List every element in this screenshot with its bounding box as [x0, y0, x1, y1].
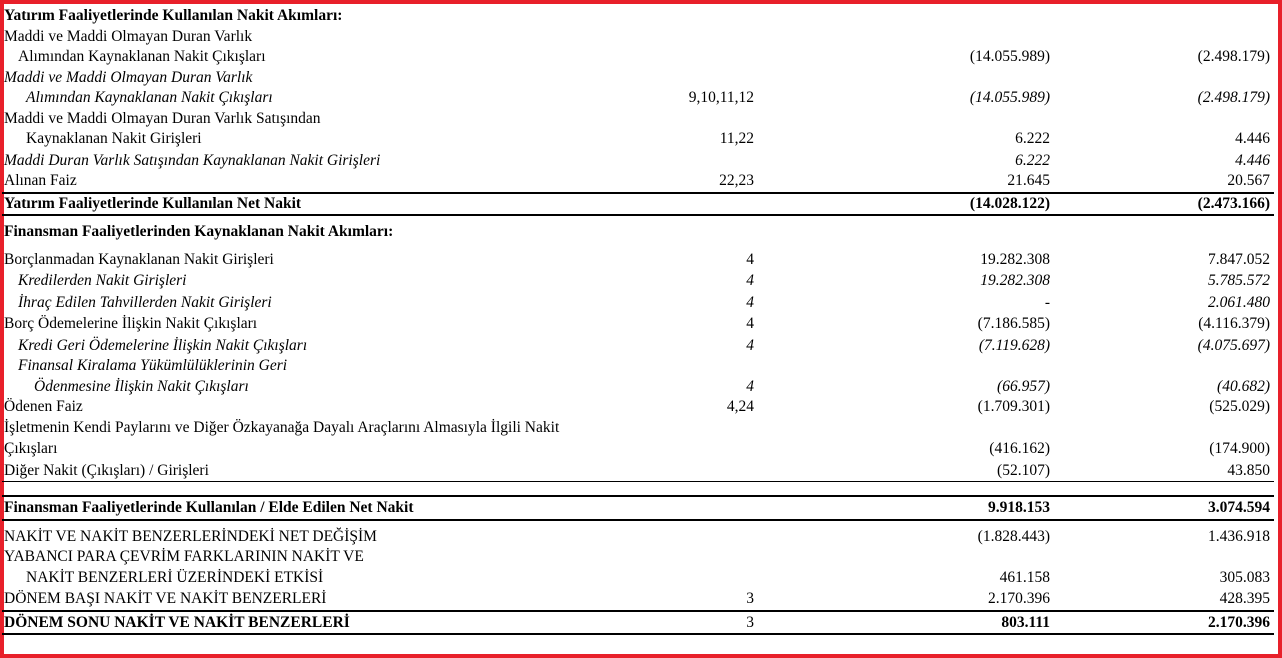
prior-period-value: (2.498.179)	[1197, 89, 1270, 106]
prior-period-value: (174.900)	[1209, 440, 1270, 457]
table-row	[2, 171, 1274, 194]
prior-period-value: 4.446	[1235, 151, 1270, 169]
financing-header-row	[2, 222, 1274, 243]
prior-period-value: 428.395	[1219, 590, 1270, 607]
prior-period-value: 4.446	[1235, 130, 1270, 147]
row-label: Çıkışları	[4, 440, 58, 457]
prior-period-value: 20.567	[1227, 172, 1270, 189]
note-ref: 4	[746, 293, 754, 311]
current-period-value: (14.028.122)	[969, 194, 1050, 212]
investing-header-row	[2, 6, 1274, 27]
current-period-value: (52.107)	[997, 461, 1050, 479]
note-ref: 4	[746, 315, 754, 332]
note-ref: 4	[746, 377, 754, 395]
current-period-value: 2.170.396	[988, 590, 1050, 607]
note-ref: 4	[746, 250, 754, 268]
current-period-value: (7.186.585)	[977, 315, 1050, 332]
table-row	[2, 109, 1274, 130]
table-row	[2, 377, 1274, 398]
table-row	[2, 270, 1274, 292]
note-ref: 3	[746, 613, 754, 631]
row-label: İhraç Edilen Tahvillerden Nakit Girişleri	[18, 293, 272, 311]
row-label: Borç Ödemelerine İlişkin Nakit Çıkışları	[4, 315, 258, 332]
total-label: Yatırım Faaliyetlerinde Kullanılan Net Nakit	[4, 194, 302, 212]
table-row	[2, 150, 1274, 172]
prior-period-value: 2.170.396	[1208, 613, 1270, 631]
prior-period-value: (4.116.379)	[1198, 315, 1270, 332]
note-ref: 11,22	[719, 130, 754, 147]
row-label: Kaynaklanan Nakit Girişleri	[26, 130, 202, 147]
row-label: NAKİT VE NAKİT BENZERLERİNDEKİ NET DEĞİŞİM	[4, 527, 377, 545]
row-label: Maddi ve Maddi Olmayan Duran Varlık Satışından	[4, 109, 321, 127]
prior-period-value: (525.029)	[1209, 398, 1270, 415]
table-row	[2, 397, 1274, 418]
row-label: Finansal Kiralama Yükümlülüklerinin Geri	[18, 357, 288, 374]
prior-period-value: (40.682)	[1217, 377, 1270, 395]
table-row	[2, 527, 1274, 548]
investing-total-row	[2, 194, 1274, 217]
table-row	[2, 292, 1274, 314]
current-period-value: 461.158	[999, 568, 1050, 586]
table-row	[2, 438, 1274, 460]
row-label: Diğer Nakit (Çıkışları) / Girişleri	[4, 461, 209, 479]
financing-total-row	[2, 495, 1274, 521]
table-row	[2, 547, 1274, 568]
row-label: YABANCI PARA ÇEVRİM FARKLARININ NAKİT VE	[4, 548, 364, 565]
row-label: Maddi ve Maddi Olmayan Duran Varlık	[4, 27, 253, 45]
investing-header: Yatırım Faaliyetlerinde Kullanılan Nakit Akımları:	[4, 7, 343, 24]
table-row	[2, 588, 1274, 610]
prior-period-value: 1.436.918	[1208, 527, 1270, 545]
closing-balance-row	[2, 610, 1274, 636]
prior-period-value: 7.847.052	[1208, 250, 1270, 268]
current-period-value: -	[1044, 293, 1050, 311]
current-period-value: 21.645	[1007, 172, 1050, 189]
row-label: Alımından Kaynaklanan Nakit Çıkışları	[18, 48, 266, 65]
row-label: Maddi Duran Varlık Satışından Kaynaklanan Nakit Girişleri	[4, 151, 381, 169]
prior-period-value: 5.785.572	[1208, 272, 1270, 289]
row-label: Maddi ve Maddi Olmayan Duran Varlık	[4, 68, 253, 86]
current-period-value: (7.119.628)	[978, 336, 1050, 354]
prior-period-value: (2.498.179)	[1197, 48, 1270, 65]
prior-period-value: 43.850	[1227, 461, 1270, 479]
row-label: Kredilerden Nakit Girişleri	[18, 272, 187, 289]
row-label: Alınan Faiz	[4, 172, 77, 189]
prior-period-value: 305.083	[1219, 568, 1270, 586]
total-label: Finansman Faaliyetlerinde Kullanılan / Elde Edilen Net Nakit	[4, 499, 414, 516]
note-ref: 3	[746, 590, 754, 607]
current-period-value: 6.222	[1015, 130, 1050, 147]
current-period-value: (66.957)	[997, 377, 1050, 395]
current-period-value: (1.828.443)	[977, 527, 1050, 545]
financing-header: Finansman Faaliyetlerinden Kaynaklanan Nakit Akımları:	[4, 223, 394, 240]
row-label: NAKİT BENZERLERİ ÜZERİNDEKİ ETKİSİ	[26, 568, 324, 586]
current-period-value: (416.162)	[989, 440, 1050, 457]
current-period-value: 19.282.308	[980, 250, 1050, 268]
table-row	[2, 460, 1274, 483]
current-period-value: (14.055.989)	[969, 48, 1050, 65]
current-period-value: (14.055.989)	[969, 89, 1050, 106]
note-ref: 4	[746, 272, 754, 289]
row-label: Alımından Kaynaklanan Nakit Çıkışları	[26, 89, 273, 106]
current-period-value: 19.282.308	[980, 272, 1050, 289]
cash-flow-statement	[2, 6, 1274, 635]
current-period-value: 9.918.153	[988, 499, 1050, 516]
row-label: Ödenen Faiz	[4, 398, 83, 415]
prior-period-value: (2.473.166)	[1197, 194, 1270, 212]
note-ref: 4	[746, 336, 754, 354]
note-ref: 22,23	[719, 172, 754, 189]
prior-period-value: (4.075.697)	[1197, 336, 1270, 354]
table-row	[2, 356, 1274, 377]
table-row	[2, 88, 1274, 109]
prior-period-value: 2.061.480	[1208, 293, 1270, 311]
row-label: İşletmenin Kendi Paylarını ve Diğer Özkayanağa Dayalı Araçlarını Almasıyla İlgili Nakit	[4, 418, 560, 436]
table-row	[2, 313, 1274, 335]
row-label: Kredi Geri Ödemelerine İlişkin Nakit Çıkışları	[18, 336, 308, 354]
current-period-value: 803.111	[1001, 613, 1050, 631]
total-label: DÖNEM SONU NAKİT VE NAKİT BENZERLERİ	[4, 613, 350, 631]
table-row	[2, 418, 1274, 439]
table-row	[2, 27, 1274, 48]
note-ref: 4,24	[726, 398, 754, 415]
table-row	[2, 47, 1274, 68]
row-label: Ödenmesine İlişkin Nakit Çıkışları	[34, 377, 249, 395]
prior-period-value: 3.074.594	[1208, 499, 1270, 516]
table-row	[2, 68, 1274, 89]
current-period-value: 6.222	[1015, 151, 1050, 169]
current-period-value: (1.709.301)	[977, 398, 1050, 415]
row-label: Borçlanmadan Kaynaklanan Nakit Girişleri	[4, 250, 274, 268]
table-row	[2, 335, 1274, 357]
row-label: DÖNEM BAŞI NAKİT VE NAKİT BENZERLERİ	[4, 590, 327, 607]
table-row	[2, 568, 1274, 589]
table-row	[2, 249, 1274, 271]
table-row	[2, 129, 1274, 150]
note-ref: 9,10,11,12	[688, 89, 754, 106]
